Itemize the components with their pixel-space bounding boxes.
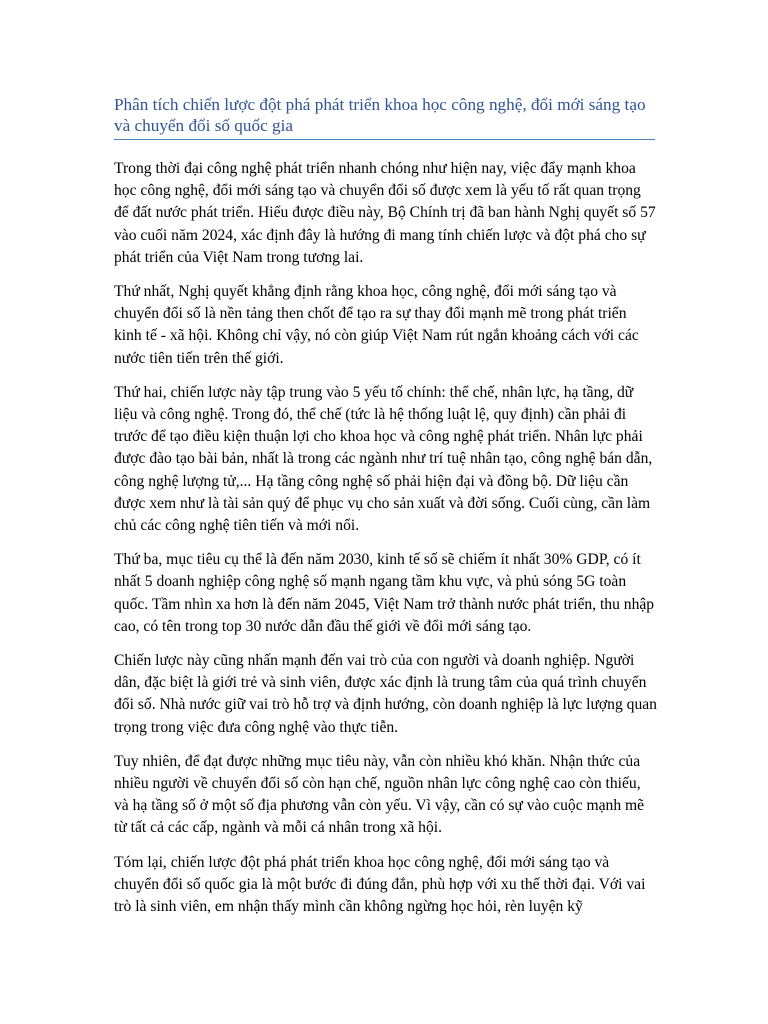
paragraph-7: Tóm lại, chiến lược đột phá phát triển khoa học công nghệ, đổi mới sáng tạo và chuyển đổi số quốc gia là một bước đi đúng đắn, phù hợp với xu thế thời đại. Với vai trò là sinh viên, em nhận thấy mình cần không ngừng học hỏi, rèn luyện kỹ: [114, 853, 646, 916]
title-underline: [114, 139, 655, 140]
paragraph-5: Chiến lược này cũng nhấn mạnh đến vai trò của con người và doanh nghiệp. Người dân, đặc biệt là giới trẻ và sinh viên, được xác định là trung tâm của quá trình chuyển đổi số. Nhà nước giữ vai trò hỗ trợ và định hướng, còn doanh nghiệp là lực lượng quan trọng trong việc đưa công nghệ vào thực tiễn.: [114, 652, 657, 736]
paragraph-4: Thứ ba, mục tiêu cụ thể là đến năm 2030, kinh tế số sẽ chiếm ít nhất 30% GDP, có ít nhất 5 doanh nghiệp công nghệ số mạnh ngang tầm khu vực, và phủ sóng 5G toàn quốc. Tầm nhìn xa hơn là đến năm 2045, Việt Nam trở thành nước phát triển, thu nhập cao, có tên trong top 30 nước dẫn đầu thế giới về đổi mới sáng tạo.: [114, 551, 655, 635]
document-body: [114, 158, 658, 930]
paragraph-3: Thứ hai, chiến lược này tập trung vào 5 yếu tố chính: thể chế, nhân lực, hạ tầng, dữ liệu và công nghệ. Trong đó, thể chế (tức là hệ thống luật lệ, quy định) cần phải đi trước để tạo điều kiện thuận lợi cho khoa học và công nghệ phát triển. Nhân lực phải được đào tạo bài bản, nhất là trong các ngành như trí tuệ nhân tạo, công nghệ bán dẫn, công nghệ lượng tử,... Hạ tầng công nghệ số phải hiện đại và đồng bộ. Dữ liệu cần được xem như là tài sản quý để phục vụ cho sản xuất và đời sống. Cuối cùng, cần làm chủ các công nghệ tiên tiến và mới nổi.: [114, 383, 653, 535]
paragraph-2: Thứ nhất, Nghị quyết khẳng định rằng khoa học, công nghệ, đổi mới sáng tạo và chuyển đổi số là nền tảng then chốt để tạo ra sự thay đổi mạnh mẽ trong phát triển kinh tế - xã hội. Không chỉ vậy, nó còn giúp Việt Nam rút ngắn khoảng cách với các nước tiên tiến trên thế giới.: [114, 283, 639, 367]
paragraph-6: Tuy nhiên, để đạt được những mục tiêu này, vẫn còn nhiều khó khăn. Nhận thức của nhiều người về chuyển đổi số còn hạn chế, nguồn nhân lực công nghệ cao còn thiếu, và hạ tầng số ở một số địa phương vẫn còn yếu. Vì vậy, cần có sự vào cuộc mạnh mẽ từ tất cả các cấp, ngành và mỗi cá nhân trong xã hội.: [114, 752, 645, 837]
paragraph-1: Trong thời đại công nghệ phát triển nhanh chóng như hiện nay, việc đẩy mạnh khoa học công nghệ, đổi mới sáng tạo và chuyển đổi số được xem là yếu tố rất quan trọng để đất nước phát triển. Hiểu được điều này, Bộ Chính trị đã ban hành Nghị quyết số 57 vào cuối năm 2024, xác định đây là hướng đi mang tính chiến lược và đột phá cho sự phát triển của Việt Nam trong tương lai.: [114, 160, 656, 266]
document-title: Phân tích chiến lược đột phá phát triển khoa học công nghệ, đổi mới sáng tạo và chuyển đổi số quốc gia: [114, 95, 646, 135]
